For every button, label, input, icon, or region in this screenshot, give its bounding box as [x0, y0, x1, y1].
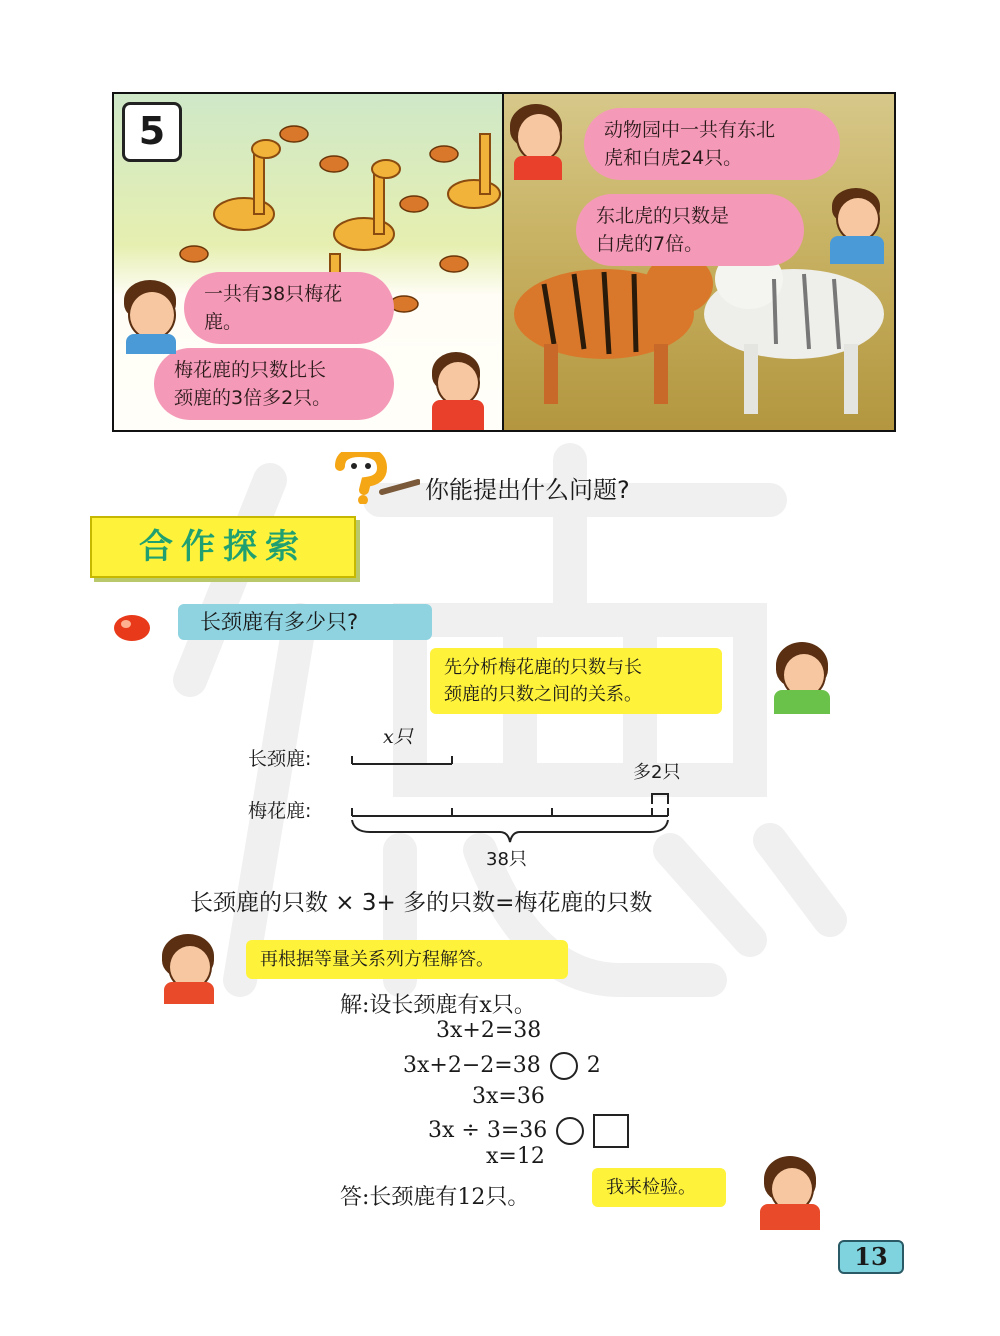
solution-intro: 解:设长颈鹿有x只。 [340, 993, 536, 1018]
line-segment-diagram [340, 740, 690, 850]
girl-shirt [774, 690, 830, 714]
question-mark-icon [330, 452, 420, 504]
giraffe-unit-label: x只 [383, 726, 413, 748]
panel-number-badge: 5 [122, 102, 182, 162]
step-2-left: 3x+2−2=38 [403, 1053, 541, 1078]
boy-shirt [830, 236, 884, 264]
operator-blank-circle[interactable] [550, 1052, 578, 1080]
girl-shirt [514, 156, 562, 180]
question-prompt: 你能提出什么问题? [425, 476, 630, 504]
operator-blank-circle[interactable] [556, 1117, 584, 1145]
boy-shirt [164, 982, 214, 1004]
solution-step-1: 3x+2=38 [436, 1018, 542, 1043]
apple-bullet-icon [112, 610, 152, 642]
hint-bubble-check: 我来检验。 [592, 1168, 726, 1207]
bubble-line: 动物园中一共有东北 [604, 119, 776, 141]
solution-step-3: 3x=36 [472, 1084, 545, 1109]
girl-avatar [516, 112, 562, 162]
total-label: 38只 [486, 849, 527, 870]
tiger-scene-panel [502, 92, 896, 432]
speech-bubble-tiger-relation [576, 194, 804, 266]
extra-label: 多2只 [633, 762, 681, 783]
step-2-right: 2 [586, 1053, 601, 1078]
solution-step-5: x=12 [486, 1144, 545, 1169]
speech-bubble-total-tigers [584, 108, 840, 180]
hint-line: 先分析梅花鹿的只数与长 [444, 657, 642, 678]
boy-shirt [126, 334, 176, 354]
sub-question-label: 长颈鹿有多少只? [178, 604, 432, 640]
hint-line: 颈鹿的只数之间的关系。 [444, 684, 642, 705]
deer-label: 梅花鹿: [248, 800, 312, 822]
boy-avatar [128, 290, 176, 340]
solution-step-4 [428, 1114, 629, 1148]
solution-step-2 [403, 1052, 601, 1080]
speech-bubble-total-deer: 一共有38只梅花鹿。 [184, 272, 394, 344]
hint-bubble-analyze [430, 648, 722, 714]
bubble-line: 梅花鹿的只数比长 [174, 359, 327, 381]
bubble-line: 东北虎的只数是 [596, 205, 730, 227]
hint-bubble-equation: 再根据等量关系列方程解答。 [246, 940, 568, 979]
section-title-banner [90, 516, 356, 578]
speech-bubble-deer-relation [154, 348, 394, 420]
bubble-line: 颈鹿的3倍多2只。 [174, 387, 332, 409]
solution-answer: 答:长颈鹿有12只。 [340, 1185, 530, 1210]
bubble-line: 虎和白虎24只。 [604, 147, 743, 169]
equal-relation: 长颈鹿的只数 × 3+ 多的只数=梅花鹿的只数 [190, 890, 653, 916]
step-4-left: 3x ÷ 3=36 [428, 1118, 548, 1143]
girl-shirt [760, 1204, 820, 1230]
number-blank-box[interactable] [593, 1114, 629, 1148]
girl-shirt [432, 400, 484, 430]
page-number: 13 [838, 1240, 904, 1274]
giraffe-label: 长颈鹿: [248, 748, 312, 770]
deer-scene-panel [112, 92, 504, 432]
bubble-line: 白虎的7倍。 [596, 233, 704, 255]
section-title: 合作探索 [139, 527, 307, 567]
